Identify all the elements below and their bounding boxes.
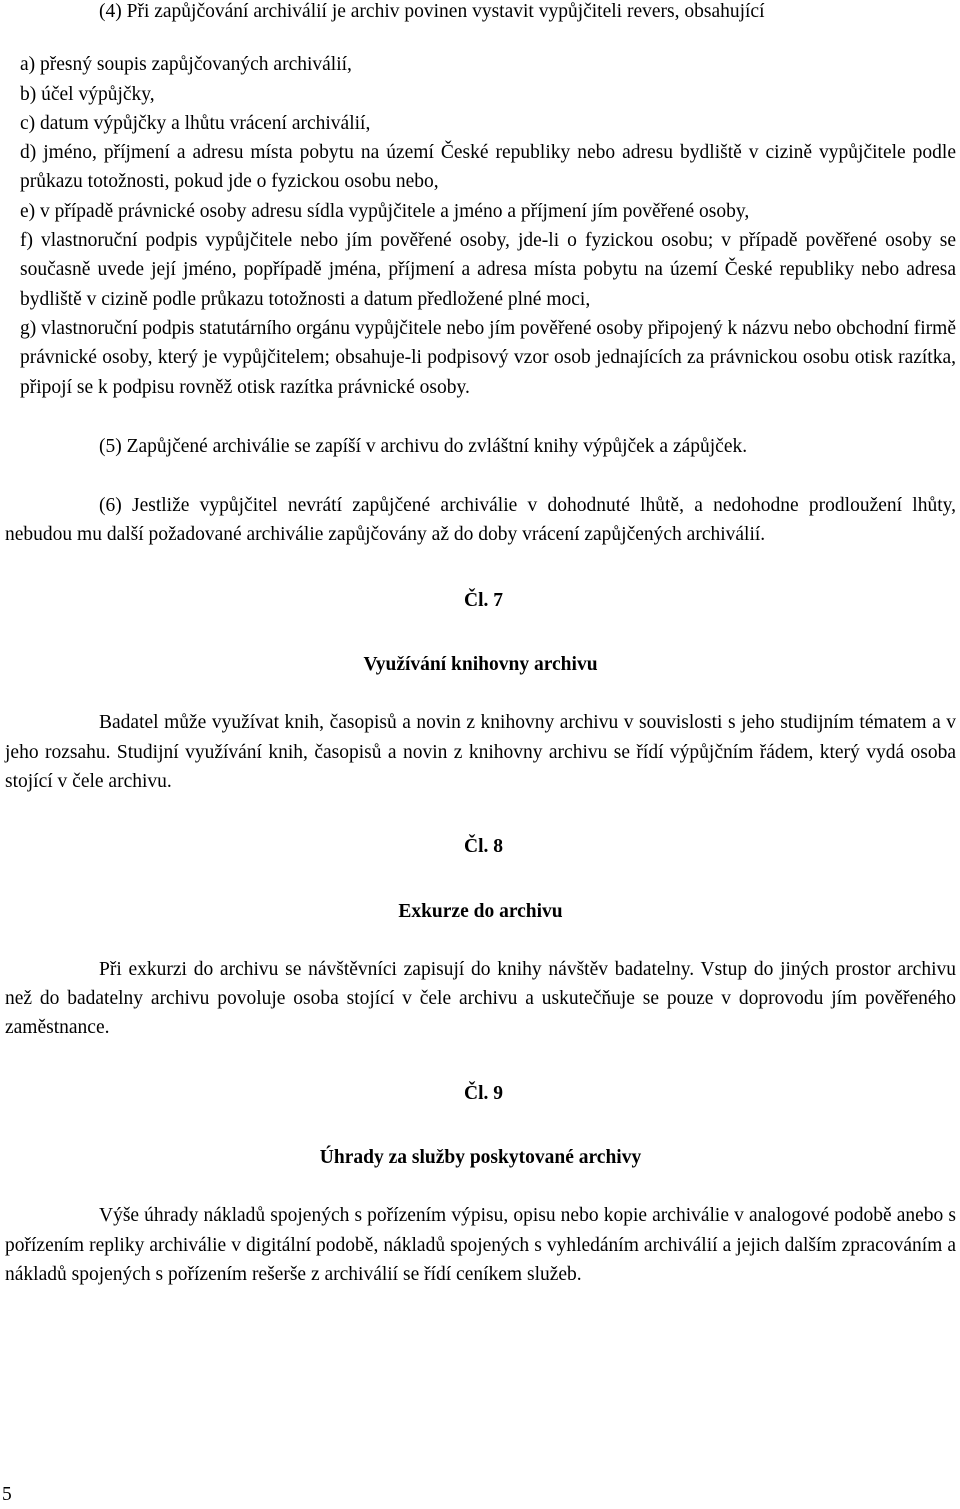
paragraph-5: (5) Zapůjčené archiválie se zapíší v archivu do zvláštní knihy výpůjček a zápůjček. xyxy=(99,435,748,457)
list-item-b: b) účel výpůjčky, xyxy=(20,83,155,105)
spacer xyxy=(5,26,956,50)
list-item-c: c) datum výpůjčky a lhůtu vrácení archiválií, xyxy=(20,112,371,134)
article-7-text: Badatel může využívat knih, časopisů a novin z knihovny archivu v souvislosti s jeho studijním tématem a v jeho rozsahu. Studijní využívání knih, časopisů a novin z knihovny archivu se řídí výpůjčním řádem, který vydá osoba stojící v čele archivu. xyxy=(5,712,956,792)
list-item-e: e) v případě právnické osoby adresu sídla vypůjčitele a jméno a příjmení jím pověřené osoby, xyxy=(20,200,750,222)
article-9-number: Čl. 9 xyxy=(464,1082,503,1104)
paragraph-4-intro: (4) Při zapůjčování archiválií je archiv povinen vystavit vypůjčiteli revers, obsahující xyxy=(99,1,765,22)
spacer xyxy=(5,926,956,955)
list-item-f: f) vlastnoruční podpis vypůjčitele nebo jím pověřené osoby, jde-li o fyzickou osobu; v případě pověřené osoby se současně uvede její jméno, popřípadě jména, příjmení a adresa místa pobytu na území České republiky nebo adresa bydliště v cizině podle průkazu totožnosti a datum předložené plné moci, xyxy=(20,230,956,310)
list-item-g: g) vlastnoruční podpis statutárního orgánu vypůjčitele nebo jím pověřené osoby připojený k názvu nebo obchodní firmě právnické osoby, který je vypůjčitelem; obsahuje-li podpisový vzor osob jednajících za právnickou osobu otisk razítka, připojí se k podpisu rovněž otisk razítka právnické osoby. xyxy=(20,317,956,398)
article-9-title: Úhrady za služby poskytované archivy xyxy=(319,1147,642,1169)
spacer xyxy=(5,679,956,708)
list-item-a: a) přesný soupis zapůjčovaných archiválií, xyxy=(20,54,352,76)
paragraph-6: (6) Jestliže vypůjčitel nevrátí zapůjčené archiválie v dohodnuté lhůtě, a nedohodne prodloužení lhůty, nebudou mu další požadované archiválie zapůjčovány až do doby vrácení zapůjčených archiválií. xyxy=(5,495,956,546)
article-8-number: Čl. 8 xyxy=(464,836,503,858)
spacer xyxy=(5,615,956,650)
article-8-text: Při exkurzi do archivu se návštěvníci zapisují do knihy návštěv badatelny. Vstup do jiných prostor archivu než do badatelny archivu povoluje osoba stojící v čele archivu a uskutečňuje se pouze v doprovodu jím pověřeného zaměstnance. xyxy=(5,958,956,1039)
spacer xyxy=(5,862,956,897)
page-number: 5 xyxy=(2,1484,12,1505)
spacer xyxy=(5,796,956,832)
article-7-number: Čl. 7 xyxy=(464,589,503,611)
spacer xyxy=(5,1043,956,1079)
document-page xyxy=(5,0,956,1289)
spacer xyxy=(5,461,956,491)
article-8-title: Exkurze do archivu xyxy=(398,900,563,922)
article-9-text: Výše úhrady nákladů spojených s pořízením výpisu, opisu nebo kopie archiválie v analogové podobě anebo s pořízením repliky archiválie v digitální podobě, nákladů spojených s vyhledáním archiválií a jejich dalším zpracováním a nákladů spojených s pořízením rešerše z archiválií se řídí ceníkem služeb. xyxy=(5,1205,956,1285)
spacer xyxy=(5,550,956,586)
list-item-d: d) jméno, příjmení a adresu místa pobytu na území České republiky nebo adresu bydliště v cizině vypůjčitele podle průkazu totožnosti, pokud jde o fyzickou osobu nebo, xyxy=(20,142,956,193)
spacer xyxy=(5,402,956,432)
spacer xyxy=(5,1172,956,1201)
article-7-title: Využívání knihovny archivu xyxy=(363,654,598,676)
spacer xyxy=(5,1108,956,1143)
paragraph-4-list xyxy=(5,50,956,402)
